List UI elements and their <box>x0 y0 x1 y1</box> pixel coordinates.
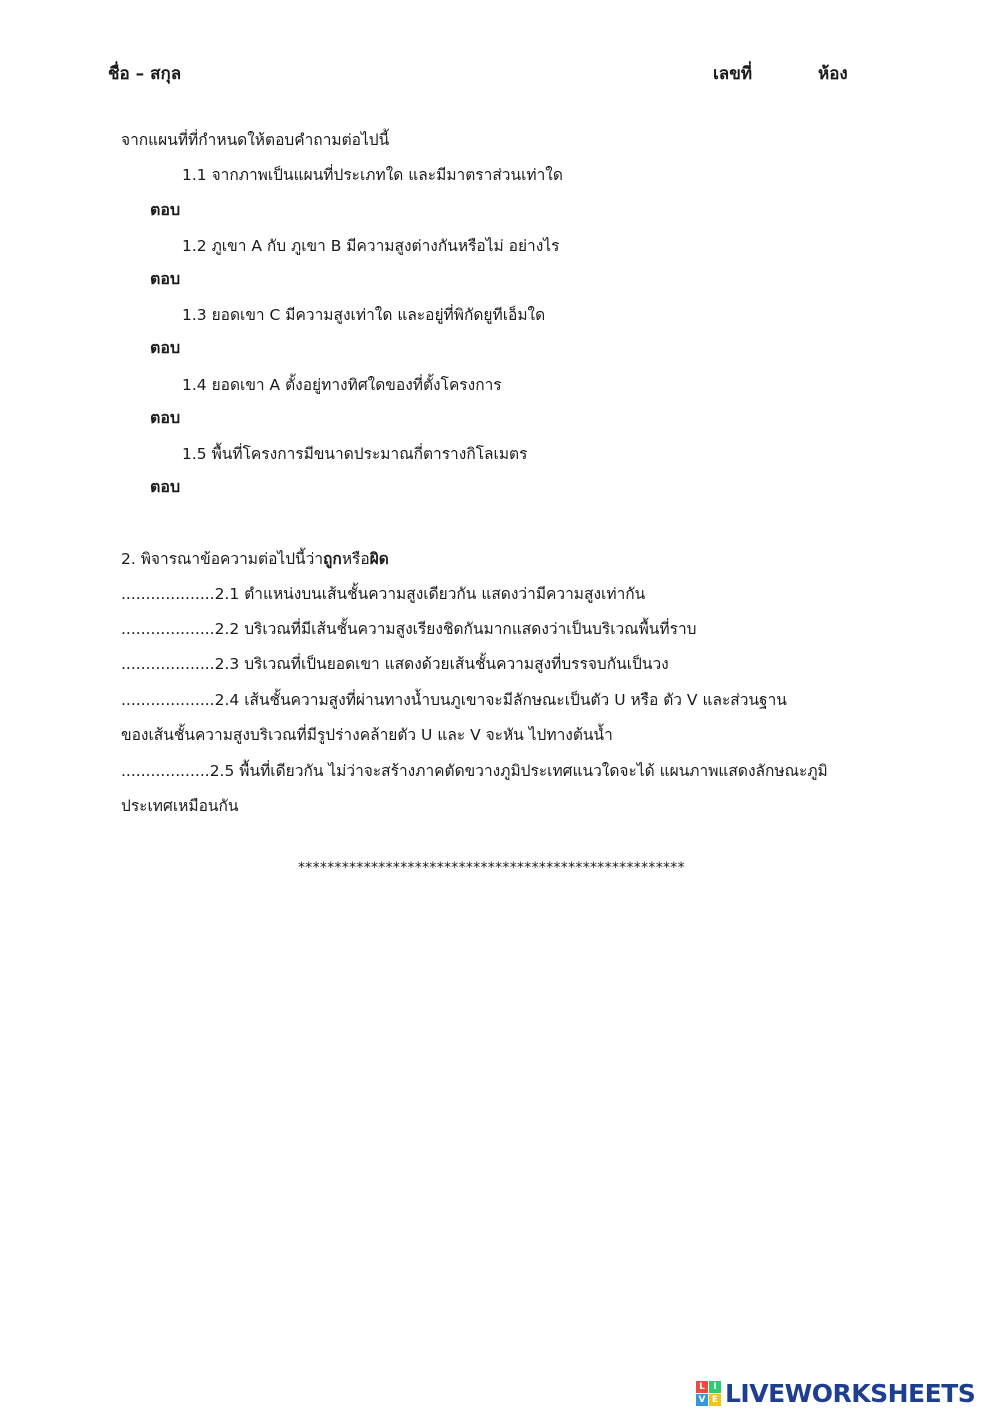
answer-label-1-2: ตอบ <box>150 269 181 288</box>
logo-letter-l: L <box>696 1381 708 1393</box>
statement-2-1-text: 2.1 ตำแหน่งบนเส้นชั้นความสูงเดียวกัน แสดงว่ามีความสูงเท่ากัน <box>214 585 646 603</box>
answer-label-1-4: ตอบ <box>150 408 181 427</box>
liveworksheets-brand <box>696 1376 975 1410</box>
answer-blank-2-4[interactable]: ................... <box>121 691 215 709</box>
statement-2-2 <box>121 616 697 641</box>
section2-title-or: หรือ <box>341 550 370 568</box>
statement-2-5-continuation: ประเทศเหมือนกัน <box>121 797 239 815</box>
separator-stars: ***************************************************** <box>298 860 685 876</box>
section2-title-prefix: 2. พิจารณาข้อความต่อไปนี้ว่า <box>121 550 324 568</box>
section2-title-true: ถูก <box>323 550 342 568</box>
answer-blank-2-2[interactable]: ................... <box>121 620 215 638</box>
number-label: เลขที่ <box>713 64 753 84</box>
answer-blank-2-3[interactable]: ................... <box>121 655 215 673</box>
question-1-2: 1.2 ภูเขา A กับ ภูเขา B มีความสูงต่างกันหรือไม่ อย่างไร <box>182 237 560 255</box>
question-1-5: 1.5 พื้นที่โครงการมีขนาดประมาณกี่ตารางกิโลเมตร <box>182 445 528 463</box>
section2-title-false: ผิด <box>369 550 389 568</box>
statement-2-5 <box>121 758 828 783</box>
logo-letter-e: E <box>709 1394 721 1406</box>
answer-label-1-3: ตอบ <box>150 338 181 357</box>
liveworksheets-logo-icon <box>696 1381 721 1406</box>
statement-2-4 <box>121 687 787 712</box>
answer-blank-2-5[interactable]: .................. <box>121 762 210 780</box>
section2-title <box>121 546 389 571</box>
name-label: ชื่อ – สกุล <box>108 64 182 84</box>
question-1-3: 1.3 ยอดเขา C มีความสูงเท่าใด และอยู่ที่พิกัดยูทีเอ็มใด <box>182 306 546 324</box>
logo-letter-i: I <box>709 1381 721 1393</box>
statement-2-4-continuation: ของเส้นชั้นความสูงบริเวณที่มีรูปร่างคล้ายตัว U และ V จะหัน ไปทางต้นน้ำ <box>121 726 613 744</box>
question-1-1: 1.1 จากภาพเป็นแผนที่ประเภทใด และมีมาตราส่วนเท่าใด <box>182 166 563 184</box>
question-1-4: 1.4 ยอดเขา A ตั้งอยู่ทางทิศใดของที่ตั้งโครงการ <box>182 376 502 394</box>
answer-blank-2-1[interactable]: ................... <box>121 585 215 603</box>
statement-2-4-text: 2.4 เส้นชั้นความสูงที่ผ่านทางน้ำบนภูเขาจะมีลักษณะเป็นตัว U หรือ ตัว V และส่วนฐาน <box>214 691 787 709</box>
statement-2-1 <box>121 581 645 606</box>
logo-letter-v: V <box>696 1394 708 1406</box>
statement-2-3 <box>121 651 669 676</box>
answer-label-1-1: ตอบ <box>150 200 181 219</box>
liveworksheets-wordmark: LIVEWORKSHEETS <box>725 1378 976 1408</box>
statement-2-5-text: 2.5 พื้นที่เดียวกัน ไม่ว่าจะสร้างภาคตัดขวางภูมิประเทศแนวใดจะได้ แผนภาพแสดงลักษณะภูมิ <box>209 762 828 780</box>
answer-label-1-5: ตอบ <box>150 477 181 496</box>
statement-2-3-text: 2.3 บริเวณที่เป็นยอดเขา แสดงด้วยเส้นชั้นความสูงที่บรรจบกันเป็นวง <box>214 655 669 673</box>
room-label: ห้อง <box>818 64 848 84</box>
section1-instruction: จากแผนที่ที่กำหนดให้ตอบคำถามต่อไปนี้ <box>121 131 390 149</box>
statement-2-2-text: 2.2 บริเวณที่มีเส้นชั้นความสูงเรียงชิดกันมากแสดงว่าเป็นบริเวณพื้นที่ราบ <box>214 620 697 638</box>
